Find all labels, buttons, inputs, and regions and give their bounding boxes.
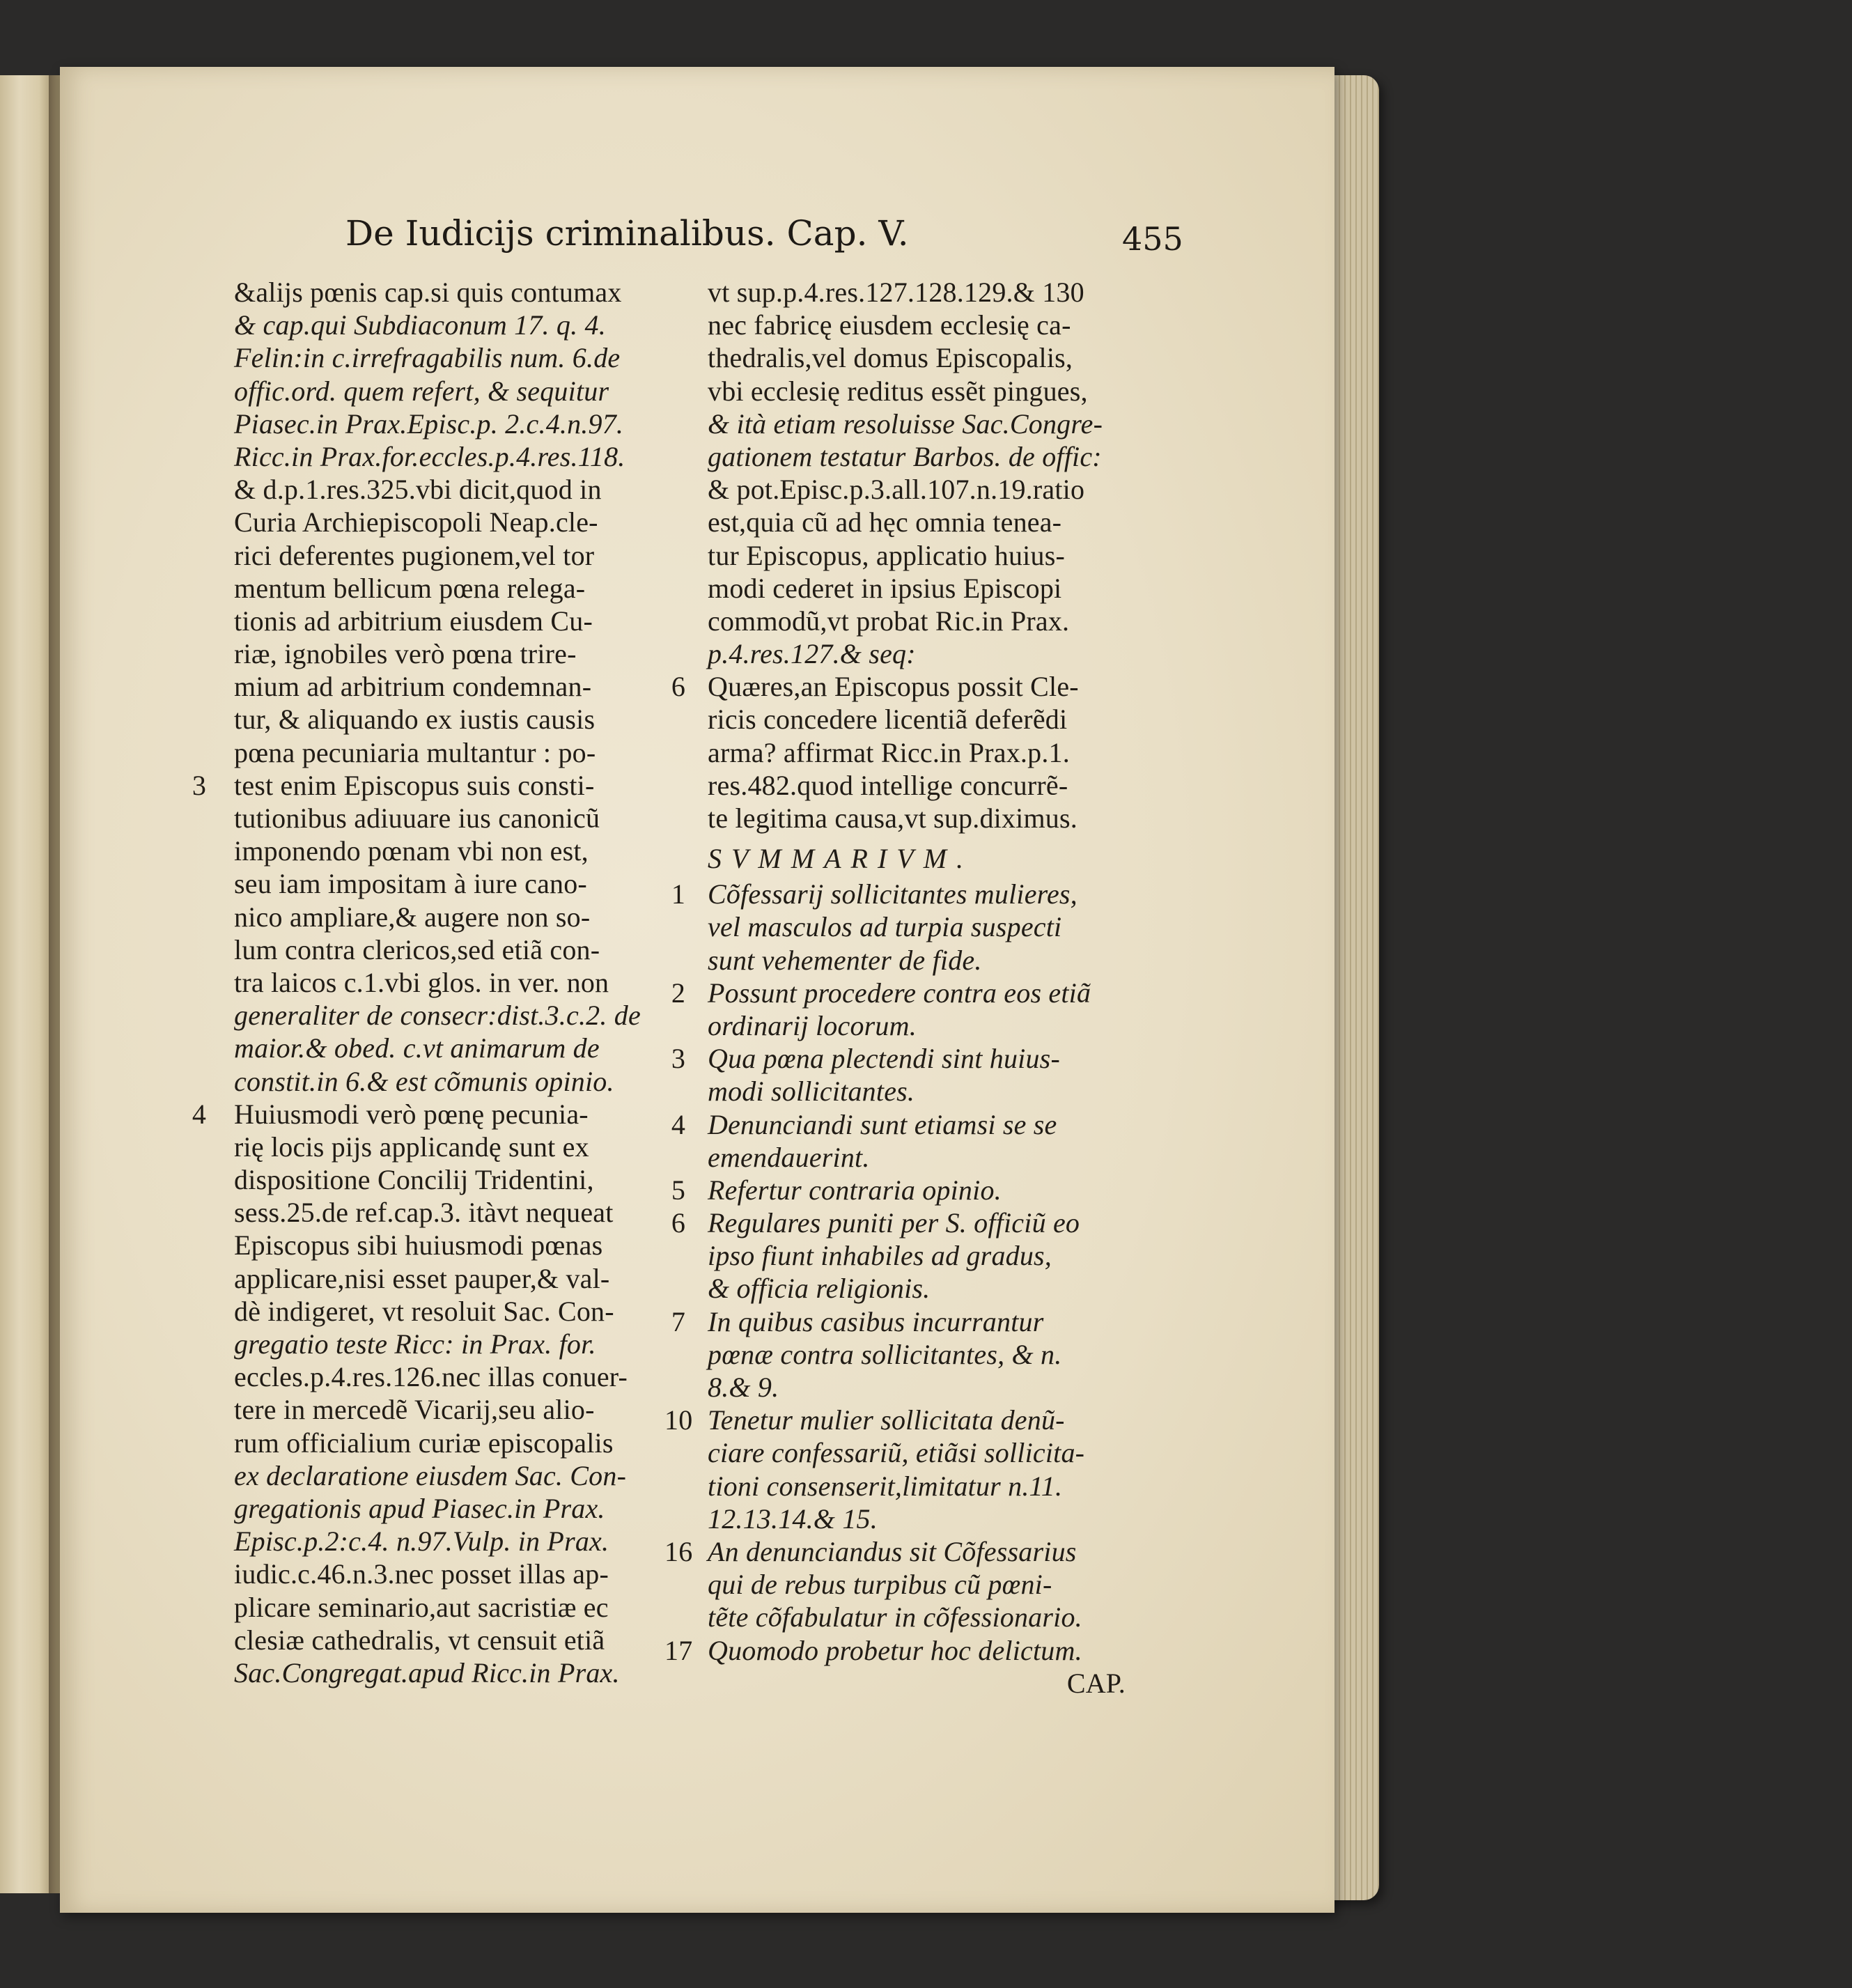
line-text: mium ad arbitrium condemnan-	[234, 671, 592, 703]
text-line	[234, 1492, 652, 1525]
line-text: est,quia cũ ad hęc omnia tenea-	[708, 506, 1062, 538]
line-text: lum contra clericos,sed etiã con-	[234, 933, 600, 965]
line-text: In quibus casibus incurrantur	[708, 1305, 1044, 1337]
line-text: Piasec.in Prax.Episc.p. 2.c.4.n.97.	[234, 407, 624, 440]
line-text: tẽte cõfabulatur in cõfessionario.	[708, 1601, 1082, 1633]
line-text: Denunciandi sunt etiamsi se se	[708, 1108, 1057, 1140]
line-text: plicare seminario,aut sacristiæ ec	[234, 1591, 609, 1623]
line-text: & cap.qui Subdiaconum 17. q. 4.	[234, 309, 606, 341]
line-text: generaliter de consecr:dist.3.c.2. de	[234, 1000, 641, 1032]
text-line	[664, 1634, 1153, 1667]
text-line	[708, 1009, 1153, 1042]
right-column-body	[671, 276, 1153, 834]
left-page-edge	[0, 75, 51, 1893]
text-line	[234, 999, 652, 1032]
text-line	[708, 944, 1153, 977]
line-text: riæ, ignobiles verò pœna trire-	[234, 638, 577, 670]
line-text: tere in mercedẽ Vicarij,seu alio-	[234, 1394, 595, 1426]
text-line	[234, 1459, 652, 1492]
text-line	[234, 670, 652, 703]
text-line	[708, 1141, 1153, 1174]
line-text: Episc.p.2:c.4. n.97.Vulp. in Prax.	[234, 1525, 609, 1558]
text-line	[708, 1239, 1153, 1272]
line-text: tionis ad arbitrium eiusdem Cu-	[234, 605, 593, 637]
line-text: rię locis pijs applicandę sunt ex	[234, 1131, 589, 1163]
text-line	[234, 309, 652, 341]
line-text: Quæres,an Episcopus possit Cle-	[708, 671, 1079, 703]
right-text-column	[664, 276, 1153, 1700]
line-text: ciare confessariũ, etiãsi sollicita-	[708, 1437, 1085, 1469]
text-line	[234, 637, 652, 670]
text-line	[234, 901, 652, 933]
text-line	[671, 1305, 1153, 1338]
text-line	[708, 1568, 1153, 1601]
text-line	[708, 1272, 1153, 1305]
line-text: 12.13.14.& 15.	[708, 1502, 878, 1535]
text-line	[234, 736, 652, 769]
line-text: Episcopus sibi huiusmodi pœnas	[234, 1229, 603, 1261]
line-text: Ricc.in Prax.for.eccles.p.4.res.118.	[234, 440, 625, 472]
marginal-number: 2	[671, 977, 686, 1009]
text-line	[234, 802, 652, 834]
marginal-number: 6	[671, 1207, 686, 1239]
line-text: pœnæ contra sollicitantes, & n.	[708, 1338, 1062, 1370]
text-line	[234, 834, 652, 867]
line-text: test enim Episcopus suis consti-	[234, 769, 595, 801]
line-text: p.4.res.127.& seq:	[708, 638, 916, 670]
marginal-number: 16	[664, 1535, 693, 1567]
summary-heading: SVMMARIVM.	[708, 843, 974, 875]
text-line	[708, 736, 1153, 769]
line-text: thedralis,vel domus Episcopalis,	[708, 342, 1073, 374]
summary-section	[664, 834, 1153, 1700]
line-text: Cõfessarij sollicitantes mulieres,	[708, 878, 1077, 910]
line-text: qui de rebus turpibus cũ pœni-	[708, 1569, 1052, 1601]
page-number: 455	[1122, 220, 1183, 258]
line-text: seu iam impositam à iure cano-	[234, 868, 587, 900]
text-line	[708, 473, 1153, 506]
text-line	[234, 1427, 652, 1459]
text-line	[708, 703, 1153, 736]
line-text: Tenetur mulier sollicitata denũ-	[708, 1404, 1065, 1436]
text-line	[234, 1360, 652, 1393]
line-text: An denunciandus sit Cõfessarius	[708, 1535, 1077, 1567]
line-text: Felin:in c.irrefragabilis num. 6.de	[234, 342, 621, 374]
line-text: ipso fiunt inhabiles ad gradus,	[708, 1240, 1052, 1272]
line-text: ricis concedere licentiã deferẽdi	[708, 704, 1068, 736]
text-line	[234, 473, 652, 506]
text-line	[234, 1131, 652, 1163]
text-line	[708, 506, 1153, 538]
line-text: tutionibus adiuuare ius canonicũ	[234, 802, 600, 834]
text-line	[708, 769, 1153, 802]
text-line	[708, 309, 1153, 341]
text-line	[708, 539, 1153, 572]
text-line	[234, 1558, 652, 1590]
line-text: gationem testatur Barbos. de offic:	[708, 440, 1102, 472]
line-text: vel masculos ad turpia suspecti	[708, 911, 1062, 943]
text-line	[708, 440, 1153, 473]
text-line	[671, 878, 1153, 910]
text-line	[671, 977, 1153, 1009]
text-line	[234, 1065, 652, 1098]
line-text: eccles.p.4.res.126.nec illas conuer-	[234, 1361, 628, 1393]
summary-list	[664, 878, 1153, 1667]
line-text: imponendo pœnam vbi non est,	[234, 835, 589, 867]
book-page	[60, 67, 1334, 1913]
line-text: rici deferentes pugionem,vel tor	[234, 539, 595, 571]
text-line	[234, 1393, 652, 1426]
text-line	[708, 341, 1153, 374]
text-line	[234, 1525, 652, 1558]
text-line	[234, 933, 652, 966]
text-line	[234, 1229, 652, 1261]
text-line	[708, 1436, 1153, 1469]
marginal-number: 17	[664, 1634, 693, 1666]
line-text: 8.& 9.	[708, 1372, 779, 1403]
line-text: dè indigeret, vt resoluit Sac. Con-	[234, 1295, 614, 1327]
text-line	[708, 910, 1153, 943]
text-line	[234, 605, 652, 637]
line-text: te legitima causa,vt sup.diximus.	[708, 802, 1077, 834]
text-line	[234, 1624, 652, 1656]
line-text: gregatio teste Ricc: in Prax. for.	[234, 1328, 596, 1360]
marginal-number: 1	[671, 878, 686, 910]
line-text: vt sup.p.4.res.127.128.129.& 130	[708, 277, 1084, 308]
text-line	[708, 1502, 1153, 1535]
text-line	[192, 1098, 652, 1131]
text-line	[234, 276, 652, 309]
line-text: clesiæ cathedralis, vt censuit etiã	[234, 1624, 605, 1656]
text-line	[234, 966, 652, 999]
text-line	[234, 1196, 652, 1229]
line-text: ordinarij locorum.	[708, 1009, 917, 1041]
line-text: Sac.Congregat.apud Ricc.in Prax.	[234, 1656, 620, 1688]
line-text: Quomodo probetur hoc delictum.	[708, 1634, 1082, 1666]
text-line	[671, 1206, 1153, 1239]
text-line	[234, 1328, 652, 1360]
line-text: sunt vehementer de fide.	[708, 944, 982, 976]
text-line	[671, 1174, 1153, 1206]
line-text: arma? affirmat Ricc.in Prax.p.1.	[708, 736, 1070, 768]
line-text: res.482.quod intellige concurrẽ-	[708, 769, 1068, 801]
line-text: nec fabricę eiusdem ecclesię ca-	[708, 309, 1071, 341]
line-text: iudic.c.46.n.3.nec posset illas ap-	[234, 1558, 609, 1590]
line-text: modi sollicitantes.	[708, 1075, 915, 1108]
catchword: CAP.	[1066, 1667, 1126, 1699]
text-line	[708, 407, 1153, 440]
line-text: offic.ord. quem refert, & sequitur	[234, 375, 609, 407]
marginal-number: 3	[192, 769, 207, 801]
line-text: mentum bellicum pœna relega-	[234, 572, 586, 604]
line-text: vbi ecclesię reditus essẽt pingues,	[708, 375, 1088, 407]
text-line	[664, 1404, 1153, 1436]
text-line	[234, 341, 652, 374]
text-line	[708, 1075, 1153, 1108]
text-line	[234, 375, 652, 407]
line-text: & d.p.1.res.325.vbi dicit,quod in	[234, 474, 602, 506]
text-line	[708, 605, 1153, 637]
line-text: emendauerint.	[708, 1141, 870, 1173]
left-text-column	[192, 276, 652, 1689]
text-line	[192, 769, 652, 802]
text-line	[234, 1163, 652, 1196]
text-line	[234, 1295, 652, 1328]
line-text: tur Episcopus, applicatio huius-	[708, 539, 1065, 571]
text-line	[708, 1371, 1153, 1404]
line-text: &alijs pœnis cap.si quis contumax	[234, 277, 622, 308]
text-line	[234, 539, 652, 572]
text-line	[234, 506, 652, 538]
text-line	[708, 276, 1153, 309]
line-text: maior.& obed. c.vt animarum de	[234, 1032, 600, 1064]
text-line	[708, 1338, 1153, 1371]
line-text: tioni consenserit,limitatur n.11.	[708, 1470, 1063, 1502]
marginal-number: 3	[671, 1043, 686, 1075]
text-line	[234, 1032, 652, 1064]
line-text: sess.25.de ref.cap.3. itàvt nequeat	[234, 1197, 614, 1229]
text-line	[708, 572, 1153, 605]
text-line	[234, 867, 652, 900]
marginal-number: 4	[671, 1108, 686, 1140]
line-text: & ità etiam resoluisse Sac.Congre-	[708, 407, 1103, 440]
text-line	[234, 1656, 652, 1689]
marginal-number: 4	[192, 1098, 207, 1130]
text-line	[708, 1601, 1153, 1633]
text-line	[234, 1262, 652, 1295]
text-line	[664, 1535, 1153, 1568]
text-line	[234, 440, 652, 473]
line-text: Qua pœna plectendi sint huius-	[708, 1043, 1060, 1075]
text-line	[234, 572, 652, 605]
line-text: Huiusmodi verò pœnę pecunia-	[234, 1098, 589, 1130]
line-text: Curia Archiepiscopoli Neap.cle-	[234, 506, 598, 538]
text-line	[708, 1470, 1153, 1502]
text-line	[234, 1591, 652, 1624]
marginal-number: 10	[664, 1404, 693, 1436]
line-text: applicare,nisi esset pauper,& val-	[234, 1262, 610, 1294]
line-text: & pot.Episc.p.3.all.107.n.19.ratio	[708, 474, 1085, 506]
line-text: rum officialium curiæ episcopalis	[234, 1427, 614, 1459]
line-text: & officia religionis.	[708, 1273, 931, 1305]
line-text: Possunt procedere contra eos etiã	[708, 977, 1091, 1009]
line-text: constit.in 6.& est cõmunis opinio.	[234, 1065, 614, 1097]
text-line	[234, 407, 652, 440]
line-text: Refertur contraria opinio.	[708, 1174, 1002, 1206]
text-line	[708, 637, 1153, 670]
line-text: gregationis apud Piasec.in Prax.	[234, 1492, 605, 1524]
marginal-number: 5	[671, 1174, 686, 1206]
line-text: ex declaratione eiusdem Sac. Con-	[234, 1459, 627, 1491]
text-line	[708, 802, 1153, 834]
line-text: nico ampliare,& augere non so-	[234, 901, 591, 933]
line-text: commodũ,vt probat Ric.in Prax.	[708, 605, 1070, 637]
text-line	[671, 1042, 1153, 1075]
text-line	[671, 1108, 1153, 1141]
text-line	[234, 703, 652, 736]
line-text: pœna pecuniaria multantur : po-	[234, 736, 596, 768]
text-line	[671, 670, 1153, 703]
line-text: tur, & aliquando ex iustis causis	[234, 704, 596, 736]
running-title: De Iudicijs criminalibus. Cap. V.	[345, 213, 909, 254]
marginal-number: 7	[671, 1305, 686, 1337]
text-line	[708, 375, 1153, 407]
line-text: modi cederet in ipsius Episcopi	[708, 572, 1062, 604]
line-text: tra laicos c.1.vbi glos. in ver. non	[234, 966, 609, 998]
marginal-number: 6	[671, 671, 686, 703]
line-text: Regulares puniti per S. officiũ eo	[708, 1207, 1080, 1239]
line-text: dispositione Concilij Tridentini,	[234, 1164, 594, 1196]
